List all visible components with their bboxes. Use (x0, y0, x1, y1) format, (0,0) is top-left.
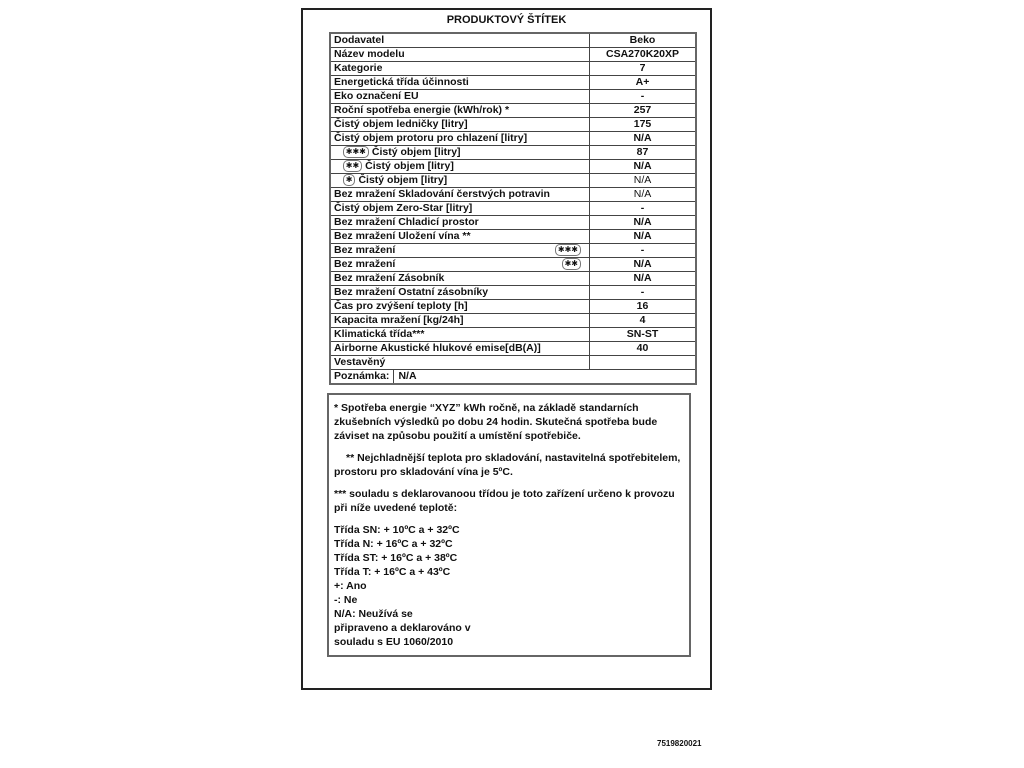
row-label (330, 300, 590, 314)
row-label-text: Název modelu (334, 48, 405, 60)
row-label-text: Dodavatel (334, 34, 385, 46)
row-label (330, 104, 590, 118)
footnote-2: ** Nejchladnější teplota pro skladování, nastavitelná spotřebitelem, prostoru pro skladování vína je 5ºC. (334, 452, 681, 478)
freezer-star-icon: ✱ (343, 174, 356, 186)
freezer-star-icon: ✱✱ (562, 258, 581, 270)
row-value: N/A (590, 230, 697, 244)
row-label-text: Čistý objem Zero-Star [litry] (334, 202, 473, 214)
row-label-text: Bez mražení Chladicí prostor (334, 216, 479, 228)
row-value: N/A (590, 188, 697, 202)
row-label-text: Bez mražení (334, 258, 396, 270)
row-label (330, 188, 590, 202)
table-row (330, 328, 696, 342)
row-label (330, 258, 590, 272)
table-row (330, 146, 696, 160)
table-row (330, 202, 696, 216)
table-row (330, 230, 696, 244)
footnote-line: -: Ne (334, 594, 358, 606)
row-value: - (590, 244, 697, 258)
row-label-text: Eko označení EU (334, 90, 419, 102)
row-label (330, 356, 590, 370)
table-row (330, 286, 696, 300)
table-row (330, 300, 696, 314)
footnote-line: Třída ST: + 16ºC a + 38ºC (334, 552, 458, 564)
row-label (330, 33, 590, 48)
table-row (330, 314, 696, 328)
row-label (330, 132, 590, 146)
table-row (330, 272, 696, 286)
document-code: 7519820021 (657, 739, 702, 748)
product-label (301, 8, 712, 690)
freezer-star-icon: ✱✱✱ (343, 146, 369, 158)
table-row (330, 244, 696, 258)
table-row (330, 90, 696, 104)
row-label-text: Čistý objem protoru pro chlazení [litry] (334, 132, 528, 144)
footnote-line: Třída SN: + 10ºC a + 32ºC (334, 524, 460, 536)
note-row (330, 370, 696, 385)
row-label (330, 244, 590, 258)
row-value: 16 (590, 300, 697, 314)
row-value: N/A (590, 132, 697, 146)
table-row (330, 160, 696, 174)
row-value: 87 (590, 146, 697, 160)
table-row (330, 104, 696, 118)
row-value: 7 (590, 62, 697, 76)
row-label-text: Bez mražení Zásobník (334, 272, 445, 284)
row-label-text: Airborne Akustické hlukové emise[dB(A)] (334, 342, 541, 354)
row-value: N/A (590, 258, 697, 272)
freezer-star-icon: ✱✱✱ (555, 244, 581, 256)
row-label-text: Bez mražení (334, 244, 396, 256)
row-label-text: Kategorie (334, 62, 383, 74)
row-value: A+ (590, 76, 697, 90)
row-label-text: Čistý objem [litry] (358, 174, 448, 186)
footnotes (327, 393, 691, 657)
row-value: 40 (590, 342, 697, 356)
row-label-text: Klimatická třída*** (334, 328, 425, 340)
row-label (330, 62, 590, 76)
row-label (330, 342, 590, 356)
table-row (330, 62, 696, 76)
footnote-3: *** souladu s deklarovanoou třídou je toto zařízení určeno k provozu při níže uvedené teplotě: (334, 488, 675, 514)
footnote-line: Třída T: + 16ºC a + 43ºC (334, 566, 451, 578)
row-value (590, 356, 697, 370)
row-label (330, 76, 590, 90)
table-row (330, 258, 696, 272)
footnote-line: připraveno a deklarováno v (334, 622, 471, 634)
row-label-text: Čistý objem [litry] (365, 160, 454, 172)
row-label-text: Bez mražení Uložení vína ** (334, 230, 471, 242)
row-label (330, 328, 590, 342)
table-row (330, 188, 696, 202)
table-row (330, 118, 696, 132)
row-label (330, 48, 590, 62)
row-value: N/A (590, 174, 697, 188)
row-value: - (590, 202, 697, 216)
product-table (329, 32, 697, 385)
row-label (330, 146, 590, 160)
footnote-line: +: Ano (334, 580, 367, 592)
row-label (330, 272, 590, 286)
row-value: - (590, 90, 697, 104)
row-value: 4 (590, 314, 697, 328)
table-row (330, 132, 696, 146)
row-value: 257 (590, 104, 697, 118)
row-label (330, 90, 590, 104)
row-value: 175 (590, 118, 697, 132)
table-row (330, 342, 696, 356)
footnote-line: Třída N: + 16ºC a + 32ºC (334, 538, 453, 550)
table-row (330, 33, 696, 48)
row-label (330, 230, 590, 244)
row-label (330, 118, 590, 132)
footnote-1: * Spotřeba energie “XYZ” kWh ročně, na základě standarních zkušebních výsledků po dobu 24 hodin. Skutečná spotřeba bude záviset na způsobu použití a umístění spotřebiče. (334, 402, 658, 442)
row-label (330, 314, 590, 328)
row-value: - (590, 286, 697, 300)
row-value: N/A (590, 160, 697, 174)
row-label-text: Čas pro zvýšení teploty [h] (334, 300, 468, 312)
note-value: N/A (398, 370, 417, 382)
table-row (330, 76, 696, 90)
row-label-text: Bez mražení Ostatní zásobníky (334, 286, 489, 298)
row-label (330, 286, 590, 300)
row-label-text: Vestavěný (334, 356, 386, 368)
label-title: PRODUKTOVÝ ŠTÍTEK (446, 14, 567, 26)
table-row (330, 356, 696, 370)
table-row (330, 48, 696, 62)
row-label-text: Bez mražení Skladování čerstvých potravin (334, 188, 550, 200)
row-label-text: Čistý objem [litry] (371, 146, 461, 158)
row-value: N/A (590, 272, 697, 286)
footnote-line: N/A: Neužívá se (334, 608, 413, 620)
row-label (330, 160, 590, 174)
row-value: N/A (590, 216, 697, 230)
row-label-text: Čistý objem ledničky [litry] (334, 118, 468, 130)
row-value: CSA270K20XP (590, 48, 697, 62)
row-value: SN-ST (590, 328, 697, 342)
row-label (330, 216, 590, 230)
note-label: Poznámka: (334, 370, 394, 383)
row-label (330, 202, 590, 216)
row-label-text: Energetická třída účinnosti (334, 76, 469, 88)
footnote-lines (334, 523, 684, 649)
row-label-text: Roční spotřeba energie (kWh/rok) * (334, 104, 510, 116)
row-label (330, 174, 590, 188)
table-row (330, 174, 696, 188)
row-label-text: Kapacita mražení [kg/24h] (334, 314, 464, 326)
row-value: Beko (590, 33, 697, 48)
freezer-star-icon: ✱✱ (343, 160, 362, 172)
footnote-line: souladu s EU 1060/2010 (334, 636, 454, 648)
table-row (330, 216, 696, 230)
